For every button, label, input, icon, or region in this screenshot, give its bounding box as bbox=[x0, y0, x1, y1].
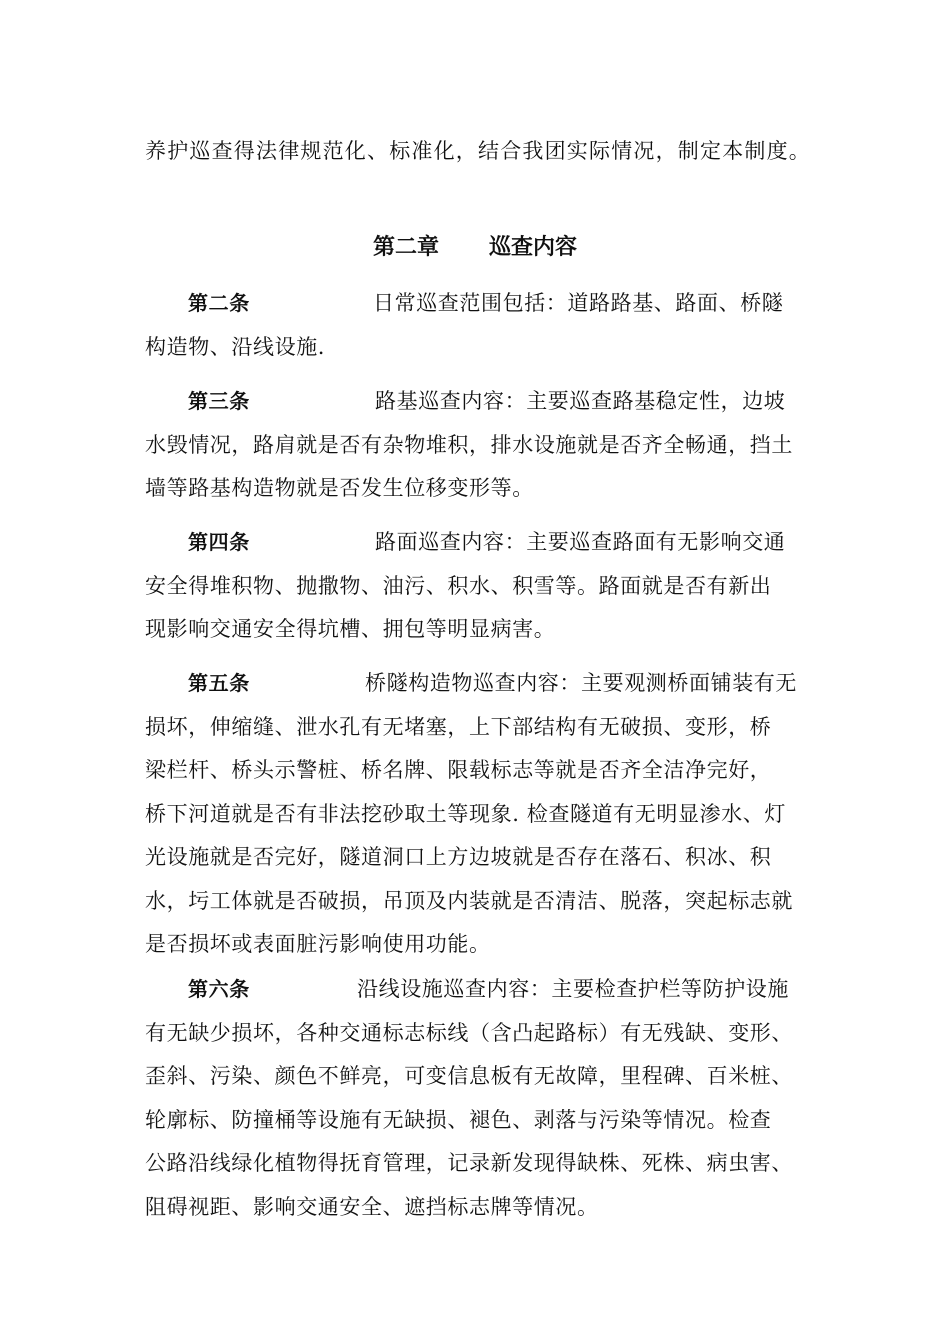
article-label: 第五条 bbox=[188, 671, 250, 695]
article-line: 是否损坏或表面脏污影响使用功能。 bbox=[145, 932, 491, 956]
article-line: 构造物、沿线设施. bbox=[145, 334, 326, 359]
article-label: 第三条 bbox=[188, 389, 250, 413]
chapter-title-text: 巡查内容 bbox=[489, 235, 578, 260]
article-line: 安全得堆积物、抛撒物、油污、积水、积雪等。路面就是否有新出 bbox=[145, 573, 772, 598]
article-line: 轮廓标、防撞桶等设施有无缺损、褪色、剥落与污染等情况。检查 bbox=[145, 1107, 772, 1132]
article-label: 第六条 bbox=[188, 977, 250, 1001]
article-line: 桥隧构造物巡查内容：主要观测桥面铺装有无 bbox=[365, 671, 797, 695]
article-5 bbox=[145, 665, 825, 970]
article-line: 梁栏杆、桥头示警桩、桥名牌、限载标志等就是否齐全洁净完好， bbox=[145, 758, 772, 782]
article-6 bbox=[145, 971, 825, 1232]
article-label: 第二条 bbox=[188, 291, 250, 315]
article-line: 水毁情况，路肩就是否有杂物堆积，排水设施就是否齐全畅通，挡土 bbox=[145, 432, 793, 457]
article-first-line bbox=[145, 285, 825, 329]
article-2 bbox=[145, 285, 825, 372]
article-line: 光设施就是否完好，隧道洞口上方边坡就是否存在落石、积冰、积 bbox=[145, 845, 772, 869]
article-line: 有无缺少损坏，各种交通标志标线（含凸起路标）有无残缺、变形、 bbox=[145, 1020, 793, 1045]
article-line: 歪斜、污染、颜色不鲜亮，可变信息板有无故障，里程碑、百米桩、 bbox=[145, 1064, 793, 1088]
article-line: 水，圬工体就是否破损，吊顶及内装就是否清洁、脱落，突起标志就 bbox=[145, 888, 793, 913]
article-line: 损坏，伸缩缝、泄水孔有无堵塞，上下部结构有无破损、变形，桥 bbox=[145, 714, 772, 739]
article-line: 沿线设施巡查内容：主要检查护栏等防护设施 bbox=[357, 977, 789, 1001]
article-3 bbox=[145, 383, 825, 514]
article-first-line bbox=[145, 971, 825, 1015]
article-line: 路面巡查内容：主要巡查路面有无影响交通 bbox=[375, 530, 786, 554]
article-line: 墙等路基构造物就是否发生位移变形等。 bbox=[145, 476, 534, 500]
article-line: 路基巡查内容：主要巡查路基稳定性，边坡 bbox=[375, 389, 786, 413]
article-first-line bbox=[145, 665, 825, 709]
article-first-line bbox=[145, 524, 825, 568]
article-4 bbox=[145, 524, 825, 655]
article-line: 桥下河道就是否有非法挖砂取土等现象. 检查隧道有无明显渗水、灯 bbox=[145, 801, 786, 826]
article-label: 第四条 bbox=[188, 530, 250, 554]
article-line: 公路沿线绿化植物得抚育管理，记录新发现得缺株、死株、病虫害、 bbox=[145, 1151, 793, 1175]
chapter-number: 第二章 bbox=[372, 235, 439, 260]
chapter-heading bbox=[0, 230, 950, 266]
article-line: 现影响交通安全得坑槽、拥包等明显病害。 bbox=[145, 617, 556, 641]
article-first-line bbox=[145, 383, 825, 427]
article-line: 日常巡查范围包括：道路路基、路面、桥隧 bbox=[373, 291, 784, 315]
intro-paragraph: 养护巡查得法律规范化、标准化，结合我团实际情况，制定本制度。 bbox=[145, 139, 811, 163]
article-line: 阻碍视距、影响交通安全、遮挡标志牌等情况。 bbox=[145, 1194, 599, 1219]
